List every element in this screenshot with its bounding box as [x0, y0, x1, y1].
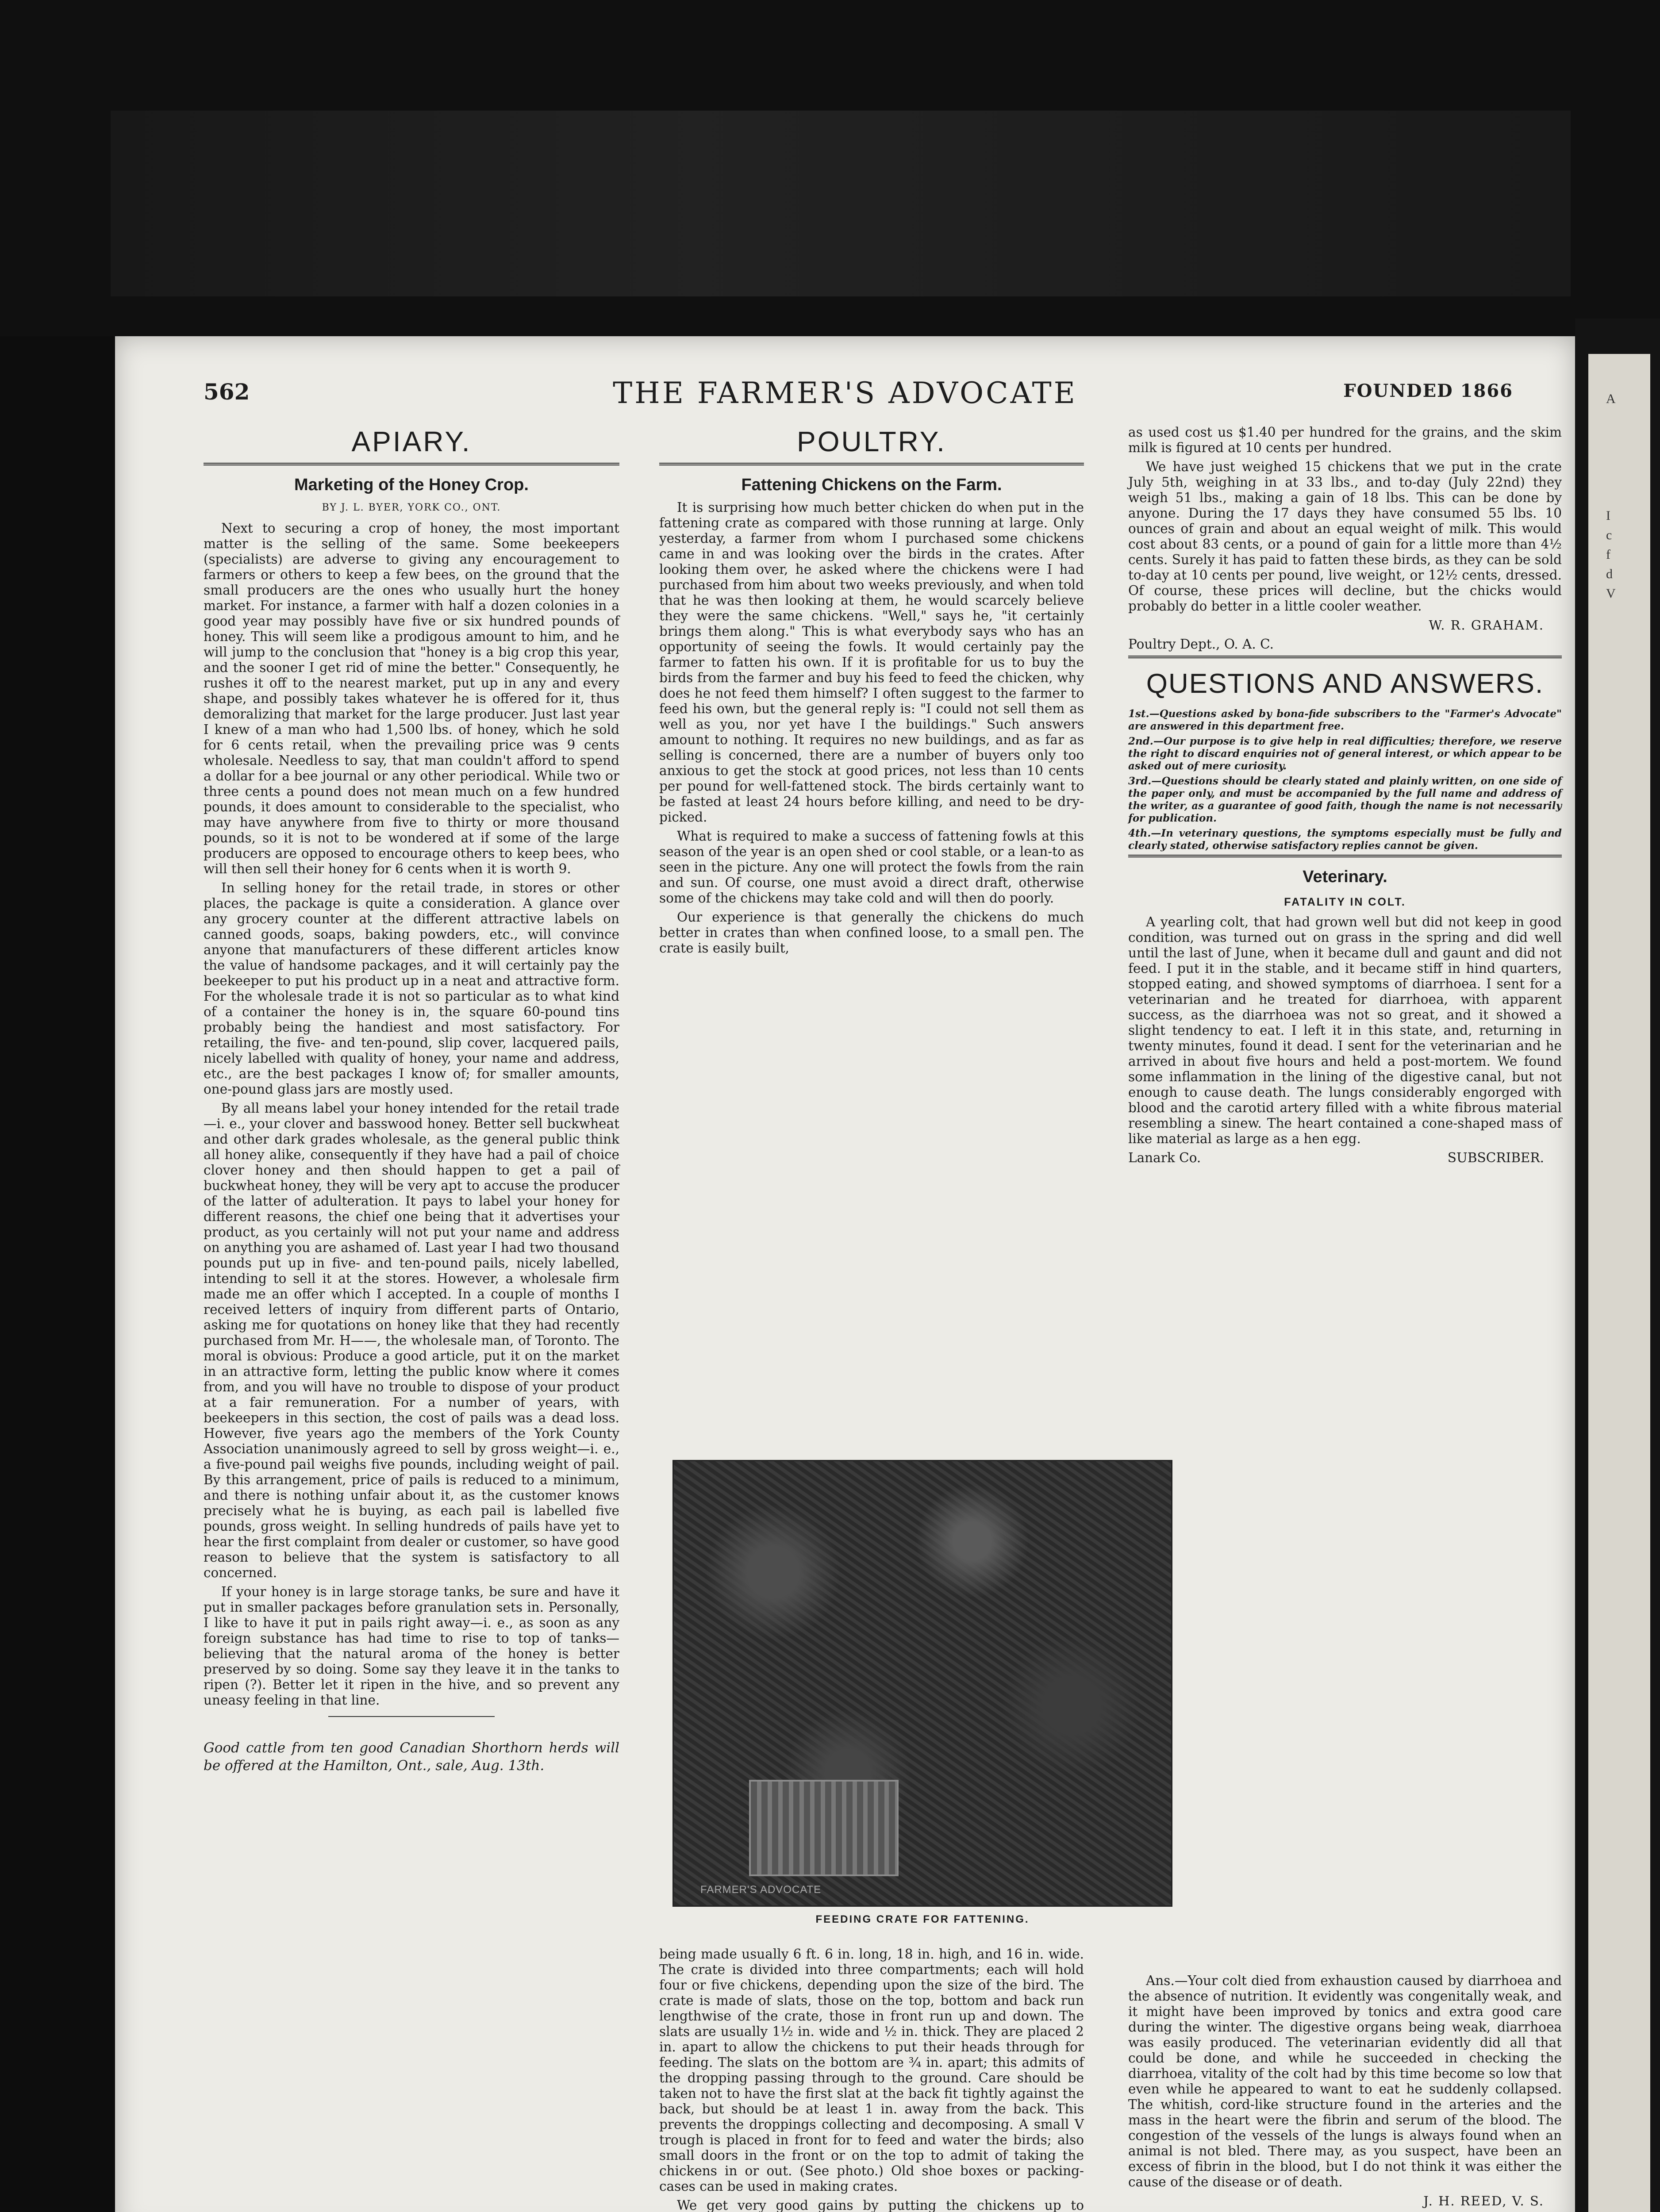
- poultry-paragraph: We get very good gains by putting the chickens up to: [677, 2198, 1084, 2212]
- poultry-signature: W. R. GRAHAM.: [1429, 618, 1544, 633]
- poultry-column-lower: [659, 1947, 1084, 2212]
- edge-letter: c: [1606, 528, 1612, 542]
- poultry-paragraph: What is required to make a success of fattening fowls at this season of the year is an open shed or cool stable, or a lean-to as seen in the picture. Any one will protect the fowls from the rain and sun. Of course, one must avoid a direct draft, otherwise some of the chickens may take cold and will then do poorly.: [659, 829, 1084, 906]
- page-number: 562: [204, 379, 250, 405]
- questions-column: [1128, 425, 1562, 1169]
- poultry-paragraph: Our experience is that generally the chickens do much better in crates than when confined loose, to a small pen. The crate is easily built,: [659, 910, 1084, 956]
- rule-item: 3rd.—Questions should be clearly stated and plainly written, on one side of the paper only, and must be accompanied by the full name and address of the writer, as a guarantee of good faith, though the name is not necessarily for publication.: [1128, 775, 1562, 824]
- apiary-department-title: APIARY.: [351, 426, 472, 457]
- poultry-affiliation: Poultry Dept., O. A. C.: [1128, 637, 1274, 652]
- poultry-continued: as used cost us $1.40 per hundred for the grains, and the skim milk is figured at 10 cents per hundred.: [1128, 425, 1562, 455]
- masthead: THE FARMER'S ADVOCATE: [613, 376, 1077, 410]
- founded-note: FOUNDED 1866: [1343, 380, 1513, 401]
- microfilm-artifact: [111, 111, 1571, 296]
- apiary-paragraph: Next to securing a crop of honey, the most important matter is the selling of the same. Some beekeepers (specialists) are adverse to giving any encouragement to farmers or others to keep a few bees, on the ground that the small producers are the ones who usually hurt the honey market. For instance, a farmer with half a dozen colonies in a good year may possibly have five or six hundred pounds of honey. This will seem like a prodigous amount to him, and he will jump to the conclusion that "honey is a big crop this year, and the sooner I get rid of mine the better." Consequently, he rushes it off to the nearest market, put up in any and every shape, and possibly takes whatever he is offered for it, thus demoralizing that market for the large producer. Just last year I knew of a man who had 1,500 lbs. of honey, which he sold for 6 cents retail, when the prevailing price was 9 cents wholesale. Needless to say, that man couldn't afford to spend a dollar for a bee journal or any other periodical. While two or three cents a pound does not mean much on a few hundred pounds, it does amount to considerable to the specialist, who may have anywhere from five to thirty or more thousand pounds, so it is not to be wondered at if some of the large producers are opposed to encourage others to keep bees, who will then sell their honey for 6 cents when it is worth 9.: [204, 521, 619, 876]
- department-rule: [659, 463, 1084, 465]
- questions-rules: [1128, 708, 1562, 852]
- running-head: [115, 376, 1575, 411]
- apiary-paragraph: If your honey is in large storage tanks, be sure and have it put in smaller packages before granulation sets in. Personally, I like to have it put in pails right away—i. e., as soon as any foreign substance has had time to rise to top of tanks—believing that the natural aroma of the honey is better preserved by so doing. Some say they leave it in the tanks to ripen (?). Better let it ripen in the hive, and so prevent any uneasy feeling in that line.: [204, 1584, 619, 1708]
- section-rule: [1128, 855, 1562, 857]
- questions-title: QUESTIONS AND ANSWERS.: [1146, 668, 1544, 699]
- apiary-paragraph: By all means label your honey intended for the retail trade—i. e., your clover and basswood honey. Better sell buckwheat and other dark grades wholesale, as the general public think all honey alike, consequently if they have had a pail of choice clover honey and then should happen to get a pail of buckwheat honey, they will be very apt to accuse the producer of the latter of adulteration. It pays to label your honey for different reasons, the chief one being that it advertises your product, as you certainly will not put your name and address on anything you are ashamed of. Last year I had two thousand pounds put up in five- and ten-pound pails, nicely labelled, intending to sell it at the stores. However, a wholesale firm made me an offer which I accepted. In a couple of months I received letters of inquiry from different parts of Ontario, asking me for quotations on honey like that they had recently purchased from Mr. H——, the wholesale man, of Toronto. The moral is obvious: Produce a good article, put it on the market in an attractive form, letting the public know where it comes from, and you will have no trouble to dispose of your product at a fair remuneration. For a number of years, with beekeepers in this section, the cost of pails was a dead loss. However, five years ago the members of the York County Association unanimously agreed to sell by gross weight—i. e., a five-pound pail weighs five pounds, including weight of pail. By this arrangement, price of pails is reduced to a minimum, and there is nothing unfair about it, as the customer knows precisely what he is buying, as each pail is labelled five pounds, gross weight. In selling hundreds of pails have yet to hear the first complaint from dealer or customer, so have good reason to believe that the system is satisfactory to all concerned.: [204, 1101, 619, 1580]
- poultry-continued: We have just weighed 15 chickens that we put in the crate July 5th, weighing in at 33 lbs., and to-day (July 22nd) they weigh 51 lbs., making a gain of 18 lbs. This can be done by anyone. During the 17 days they have consumed 55 lbs. 10 ounces of grain and about an equal weight of milk. This would cost about 83 cents, or a pound of gain for a little more than 4½ cents. Surely it has paid to fatten these birds, as they can be sold to-day at 10 cents per pound, live weight, or 12½ cents, dressed. Of course, these prices will decline, but the chicks would probably do better in a little cooler weather.: [1128, 459, 1562, 614]
- section-divider: [328, 1716, 495, 1717]
- poultry-paragraph: being made usually 6 ft. 6 in. long, 18 in. high, and 16 in. wide. The crate is divided into three compartments; each will hold four or five chickens, depending upon the size of the bird. The crate is made of slats, those on the top, bottom and back run lengthwise of the crate, those in front run up and down. The slats are usually 1½ in. wide and ½ in. thick. They are placed 2 in. apart to allow the chickens to put their heads through for feeding. The slats on the bottom are ¾ in. apart; this admits of the dropping passing through to the ground. Care should be taken not to have the first slat at the back fit tightly against the back, but should be at least 1 in. away from the back. This prevents the droppings collecting and decomposing. A small V trough is placed in front for to feed and water the birds; also small doors in the front or on the top to admit of taking the chickens in or out. (See photo.) Old shoe boxes or packing-cases can be used in making crates.: [659, 1947, 1084, 2194]
- newspaper-page: [115, 336, 1575, 2212]
- edge-letter: I: [1606, 508, 1610, 523]
- answer-signature: J. H. REED, V. S.: [1423, 2193, 1544, 2208]
- apiary-paragraph: In selling honey for the retail trade, in stores or other places, the package is quite a consideration. A glance over any grocery counter at the different attractive labels on canned goods, soaps, baking powders, etc., will convince anyone that manufacturers of these different articles know the value of handsome packages, and it will certainly pay the beekeeper to put his product up in a neat and attractive form. For the wholesale trade it is not so particular as to what kind of a container the honey is in, the square 60-pound tins probably being the handiest and most satisfactory. For retailing, the five- and ten-pound, slip cover, lacquered pails, nicely labelled with quality of honey, your name and address, etc., are the best packages I know of; for smaller amounts, one-pound glass jars are mostly used.: [204, 880, 619, 1097]
- edge-letter: A: [1606, 392, 1616, 406]
- fatality-location: [1128, 1150, 1562, 1166]
- location-text: Lanark Co.: [1128, 1150, 1201, 1165]
- department-rule: [204, 463, 619, 465]
- adjacent-page-edge: [1588, 354, 1650, 2212]
- poultry-headline: Fattening Chickens on the Farm.: [741, 476, 1002, 494]
- feeding-crate-photo: [672, 1460, 1172, 1907]
- apiary-headline: Marketing of the Honey Crop.: [294, 476, 529, 494]
- apiary-column: [204, 425, 619, 1778]
- fatality-question: A yearling colt, that had grown well but did not keep in good condition, was turned out on grass in the spring and did well until the last of June, when it became dull and gaunt and did not feed. I put it in the stable, and it became stiff in hind quarters, stopped eating, and showed symptoms of diarrhoea. I sent for a veterinarian and he treated for diarrhoea, with apparent success, as the diarrhoea was not so great, and it showed a slight tendency to eat. I left it in this state, and, returning in twenty minutes, found it dead. I sent for the veterinarian and he arrived in about five hours and held a post-mortem. We found some inflammation in the lining of the digestive canal, but not enough to cause death. The lungs considerably engorged with blood and the carotid artery filled with a white fibrous material resembling a sinew. The heart contained a cone-shaped mass of like material as large as a hen egg.: [1128, 914, 1562, 1146]
- photo-caption: FEEDING CRATE FOR FATTENING.: [815, 1913, 1030, 1925]
- poultry-column: [659, 425, 1084, 960]
- department-rule: [1128, 656, 1562, 658]
- rule-item: 1st.—Questions asked by bona-fide subscribers to the "Farmer's Advocate" are answered in this department free.: [1128, 708, 1562, 732]
- cattle-sale-note: Good cattle from ten good Canadian Shorthorn herds will be offered at the Hamilton, Ont., sale, Aug. 13th.: [204, 1740, 619, 1774]
- veterinary-heading: Veterinary.: [1303, 868, 1387, 886]
- fatality-answer: Ans.—Your colt died from exhaustion caused by diarrhoea and the absence of nutrition. It evidently was congenitally weak, and it might have been improved by tonics and extra good care during the winter. The digestive organs being weak, diarrhoea was easily produced. The veterinarian evidently did all that could be done, and while he succeeded in checking the diarrhoea, vitality of the colt had by this time become so low that even while he appeared to want to eat he suddenly collapsed. The whitish, cord-like structure found in the arteries and the mass in the heart were the fibrin and serum of the blood. The congestion of the vessels of the lungs is always found when an animal is not bled. There may, as you suspect, have been an excess of fibrin in the blood, but I do not think it was either the cause of the disease or of death.: [1128, 1973, 1562, 2189]
- photo-stamp: FARMER'S ADVOCATE: [700, 1884, 822, 1896]
- poultry-department-title: POULTRY.: [797, 426, 946, 457]
- edge-letter: d: [1606, 567, 1613, 581]
- edge-letter: f: [1606, 547, 1610, 562]
- rule-item: 4th.—In veterinary questions, the symptoms especially must be fully and clearly stated, otherwise satisfactory replies cannot be given.: [1128, 827, 1562, 852]
- feeding-crate-figure: [672, 1460, 1172, 1929]
- subscriber-signer: SUBSCRIBER.: [1447, 1150, 1544, 1165]
- fatality-title: FATALITY IN COLT.: [1284, 896, 1406, 908]
- apiary-byline: BY J. L. BYER, YORK CO., ONT.: [322, 502, 501, 513]
- answers-column: [1128, 1973, 1562, 2212]
- edge-letter: V: [1606, 586, 1616, 601]
- crate-shape: [749, 1780, 899, 1876]
- poultry-paragraph: It is surprising how much better chicken do when put in the fattening crate as compared with those running at large. Only yesterday, a farmer from whom I purchased some chickens came in and was looking over the birds in the crates. After looking them over, he asked where the chickens were I had purchased from him about two weeks previously, and when told that he was then looking at them, he would scarcely believe they were the same chickens. "Well," says he, "it certainly brings them along." This is what everybody says who has an opportunity of seeing the fowls. It would certainly pay the farmer to fatten his own. If it is profitable for us to buy the birds from the farmer and buy his feed to feed the chicken, why does he not feed them himself? I often suggest to the farmer to feed his own, but the general reply is: "I could not sell them as well as you, nor yet have I the buildings." Such answers amount to nothing. It requires no new buildings, and as far as selling is concerned, there are a number of buyers only too anxious to get the stock at good prices, not less than 10 cents per pound for well-fattened stock. The birds certainly want to be fasted at least 24 hours before killing, and need to be dry-picked.: [659, 500, 1084, 825]
- rule-item: 2nd.—Our purpose is to give help in real difficulties; therefore, we reserve the right to discard enquiries not of general interest, or which appear to be asked out of mere curiosity.: [1128, 735, 1562, 772]
